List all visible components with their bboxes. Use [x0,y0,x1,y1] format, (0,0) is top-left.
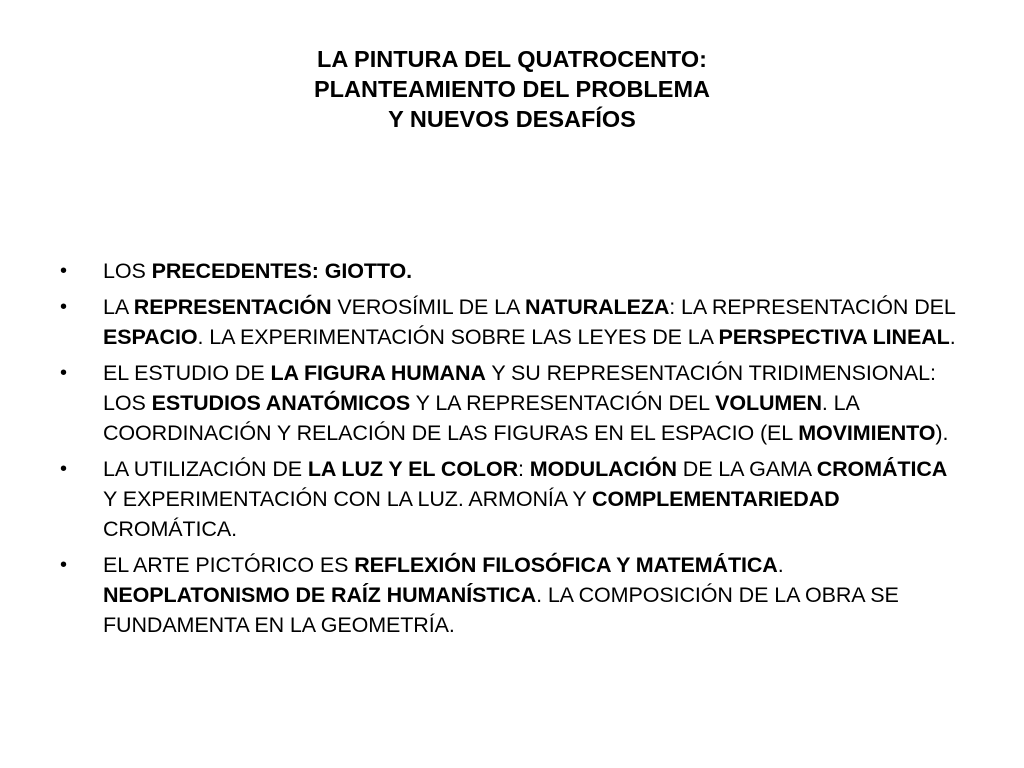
text-run: ). [935,421,949,445]
text-run: CROMÁTICA. [103,517,237,541]
text-run: EL ARTE PICTÓRICO ES [103,553,355,577]
bullet-text [103,361,948,445]
bold-text-run: NATURALEZA [524,295,670,319]
bold-text-run: ESTUDIOS ANATÓMICOS [151,391,411,415]
bullet-list [60,256,960,646]
bold-text-run: VOLUMEN [715,391,822,415]
bullet-text [103,295,956,349]
bullet-item-precedentes [60,256,960,286]
title-line-1: LA PINTURA DEL QUATROCENTO: [317,46,707,72]
bullet-dot-icon: • [60,458,67,480]
bold-text-run: LA LUZ Y EL COLOR [307,457,519,481]
bold-text-run: REPRESENTACIÓN [133,295,332,319]
bold-text-run: LA FIGURA HUMANA [270,361,486,385]
bullet-text [103,259,412,283]
text-run: : LA REPRESENTACIÓN DEL [669,295,955,319]
text-run: EL ESTUDIO DE [103,361,271,385]
text-run: Y EXPERIMENTACIÓN CON LA LUZ. ARMONÍA Y [103,487,593,511]
title-line-3: Y NUEVOS DESAFÍOS [388,106,636,132]
bold-text-run: PERSPECTIVA LINEAL [718,325,950,349]
text-run: . LA EXPERIMENTACIÓN SOBRE LAS LEYES DE LA [197,325,719,349]
text-run: VEROSÍMIL DE LA [331,295,525,319]
text-run: LOS [103,259,152,283]
bold-text-run: MODULACIÓN [529,457,677,481]
bullet-dot-icon: • [60,554,67,576]
text-run: LA [103,295,134,319]
bold-text-run: PRECEDENTES: GIOTTO. [151,259,413,283]
text-run: : [518,457,530,481]
text-run: DE LA GAMA [676,457,817,481]
bold-text-run: ESPACIO [103,325,198,349]
title-line-2: PLANTEAMIENTO DEL PROBLEMA [313,76,711,102]
bold-text-run: NEOPLATONISMO DE RAÍZ HUMANÍSTICA [103,583,537,607]
bullet-dot-icon: • [60,362,67,384]
bullet-item-figura-humana [60,358,960,448]
bullet-text [103,457,947,541]
bullet-item-arte-pictorico [60,550,960,640]
bold-text-run: CROMÁTICA [816,457,948,481]
slide-title [0,44,1024,134]
bold-text-run: COMPLEMENTARIEDAD [592,487,840,511]
bullet-dot-icon: • [60,260,67,282]
bold-text-run: REFLEXIÓN FILOSÓFICA Y MATEMÁTICA [354,553,778,577]
text-run: Y SU REPRESENTACIÓN TRIDIMENSIONAL: LOS [103,361,936,415]
bullet-item-representacion [60,292,960,352]
bullet-dot-icon: • [60,296,67,318]
bold-text-run: MOVIMIENTO [798,421,936,445]
text-run: . LA COMPOSICIÓN DE LA OBRA SE FUNDAMENTA EN LA GEOMETRÍA. [103,583,899,637]
bullet-text [103,553,899,637]
bullet-item-luz-color [60,454,960,544]
text-run: Y LA REPRESENTACIÓN DEL [410,391,716,415]
text-run: LA UTILIZACIÓN DE [103,457,308,481]
text-run: . LA COORDINACIÓN Y RELACIÓN DE LAS FIGURAS EN EL ESPACIO (EL [103,391,859,445]
text-run: . [949,325,956,349]
text-run: . [777,553,784,577]
